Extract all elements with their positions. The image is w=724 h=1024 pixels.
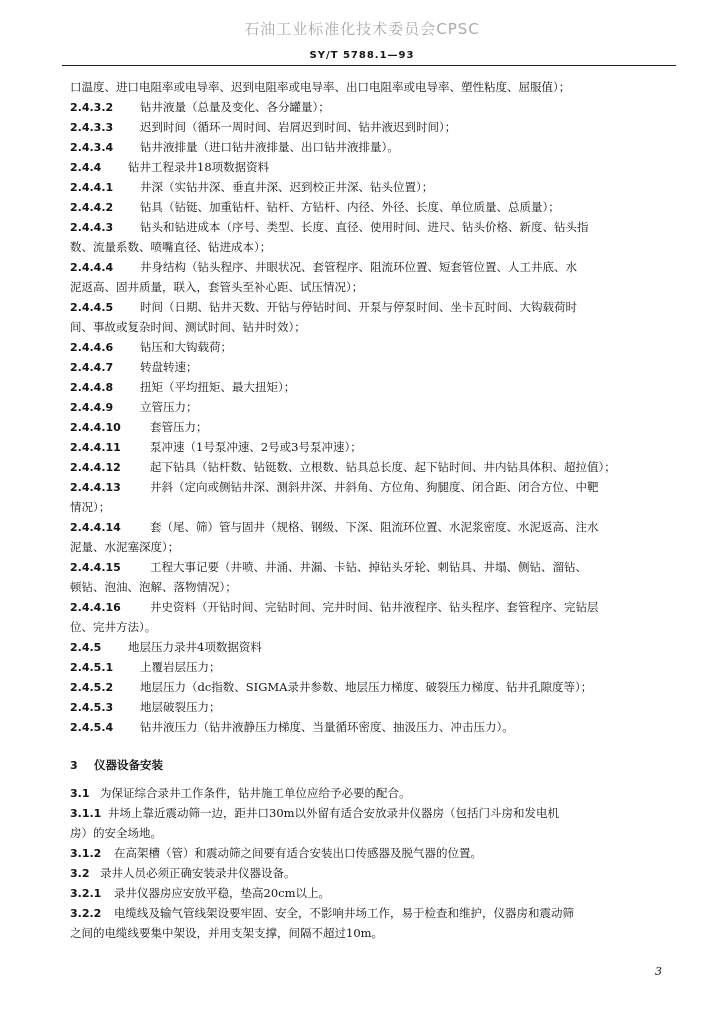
- text-line: 顿钻、泡油、泡解、落物情况）；: [70, 580, 237, 594]
- clause-number: 2.4.4.14: [70, 521, 121, 534]
- clause-number: 2.4.4.6: [70, 341, 114, 354]
- clause-2-4-4-4: [70, 257, 680, 277]
- clause-number: 2.4.4.3: [70, 221, 114, 234]
- clause-text: 时间（日期、钻井天数、开钻与停钻时间、开泵与停泵时间、坐卡瓦时间、大钩载荷时: [140, 300, 577, 314]
- clause-text: 迟到时间（循环一周时间、岩屑迟到时间、钻井液迟到时间）；: [140, 120, 457, 134]
- clause-2-4-3-2: [70, 97, 680, 117]
- clause-2-4-4-3: [70, 217, 680, 237]
- clause-2-4-4: [70, 157, 680, 177]
- clause-number: 3.2.2: [70, 907, 102, 920]
- document-body: [70, 77, 680, 943]
- header-divider: [62, 65, 676, 66]
- clause-text: 为保证综合录井工作条件，钻井施工单位应给予必要的配合。: [100, 786, 411, 800]
- section-heading-3: [70, 755, 680, 775]
- clause-number: 2.4.5.4: [70, 721, 114, 734]
- clause-text: 钻头和钻进成本（序号、类型、长度、直径、使用时间、进尺、钻头价格、新度、钻头指: [140, 220, 589, 234]
- clause-3-1-1: [70, 803, 680, 823]
- clause-2-4-4-8: [70, 377, 680, 397]
- clause-2-4-4-10: [70, 417, 680, 437]
- text-line: 之间的电缆线要集中架设，并用支架支撑，间隔不超过10m。: [70, 926, 384, 940]
- clause-2-4-4-14: [70, 517, 680, 537]
- clause-text: 钻压和大钩载荷；: [140, 340, 232, 354]
- clause-number: 2.4.4.11: [70, 441, 121, 454]
- clause-3-2-2: [70, 903, 680, 923]
- clause-2-4-4-1: [70, 177, 680, 197]
- clause-2-4-3-3: [70, 117, 680, 137]
- clause-2-4-4-6: [70, 337, 680, 357]
- page-number: 3: [655, 965, 662, 978]
- section-gap: [70, 775, 680, 783]
- clause-3-1-2: [70, 843, 680, 863]
- clause-text: 录井人员必须正确安装录井仪器设备。: [100, 866, 296, 880]
- clause-2-4-4-2: [70, 197, 680, 217]
- clause-text: 井斜（定向或侧钻井深、测斜井深、井斜角、方位角、狗腿度、闭合距、闭合方位、中靶: [150, 480, 599, 494]
- clause-text: 地层压力录井4项数据资料: [128, 640, 262, 654]
- clause-number: 2.4.5.1: [70, 661, 114, 674]
- clause-text: 在高架槽（管）和震动筛之间要有适合安装出口传感器及脱气器的位置。: [114, 846, 482, 860]
- text-line: 泥量、水泥塞深度）；: [70, 540, 180, 554]
- clause-number: 2.4.3.2: [70, 101, 114, 114]
- clause-2-4-4-9: [70, 397, 680, 417]
- clause-2-4-5-2: [70, 677, 680, 697]
- clause-text: 钻井液量（总量及变化、各分罐量）；: [140, 100, 330, 114]
- text-line: 情况）；: [70, 500, 111, 514]
- clause-number: 2.4.4.2: [70, 201, 114, 214]
- clause-text: 上覆岩层压力；: [140, 660, 221, 674]
- clause-number: 2.4.4.9: [70, 401, 114, 414]
- clause-number: 2.4.4.8: [70, 381, 114, 394]
- clause-2-4-4-16: [70, 597, 680, 617]
- section-number: 3: [70, 759, 78, 772]
- clause-2-4-5-3: [70, 697, 680, 717]
- clause-text: 地层破裂压力；: [140, 700, 221, 714]
- clause-2-4-4-15: [70, 557, 680, 577]
- clause-3-2: [70, 863, 680, 883]
- clause-number: 2.4.4.15: [70, 561, 121, 574]
- clause-2-4-5-1: [70, 657, 680, 677]
- clause-text: 井深（实钻井深、垂直井深、迟到校正井深、钻头位置）；: [140, 180, 434, 194]
- clause-2-4-4-13: [70, 477, 680, 497]
- clause-number: 2.4.4.4: [70, 261, 114, 274]
- clause-text: 泵冲速（1号泵冲速、2号或3号泵冲速）；: [150, 440, 362, 454]
- clause-number: 2.4.4: [70, 161, 102, 174]
- clause-2-4-4-5: [70, 297, 680, 317]
- clause-number: 2.4.4.12: [70, 461, 121, 474]
- clause-text: 钻具（钻铤、加重钻杆、钻杆、方钻杆、内径、外径、长度、单位质量、总质量）；: [140, 200, 560, 214]
- section-title: 仪器设备安装: [94, 758, 163, 772]
- clause-text: 井身结构（钻头程序、井眼状况、套管程序、阻流环位置、短套管位置、人工井底、水: [140, 260, 577, 274]
- clause-2-4-5-4: [70, 717, 680, 737]
- clause-text: 扭矩（平均扭矩、最大扭矩）；: [140, 380, 296, 394]
- clause-text: 工程大事记要（井喷、井涌、井漏、卡钻、掉钻头牙轮、刺钻具、井塌、侧钻、溜钻、: [150, 560, 587, 574]
- clause-text: 套管压力；: [150, 420, 208, 434]
- clause-2-4-4-11: [70, 437, 680, 457]
- clause-number: 3.1.2: [70, 847, 102, 860]
- clause-text: 钻井液排量（进口钻井液排量、出口钻井液排量）。: [140, 140, 399, 154]
- clause-number: 3.1: [70, 787, 90, 800]
- clause-text: 起下钻具（钻杆数、钻铤数、立根数、钻具总长度、起下钻时间、井内钻具体积、超拉值）；: [150, 460, 616, 474]
- clause-number: 2.4.4.10: [70, 421, 121, 434]
- text-line: 口温度、进口电阻率或电导率、迟到电阻率或电导率、出口电阻率或电导率、塑性粘度、屈服值）；: [70, 80, 571, 94]
- text-line: 房）的安全场地。: [70, 826, 162, 840]
- text-line: 位、完井方法）。: [70, 620, 157, 634]
- section-gap: [70, 737, 680, 745]
- text-line: 泥返高、固井质量，联入，套管头至补心距、试压情况）；: [70, 280, 364, 294]
- clause-number: 3.2: [70, 867, 90, 880]
- clause-number: 2.4.5: [70, 641, 102, 654]
- clause-number: 3.2.1: [70, 887, 102, 900]
- clause-3-2-1: [70, 883, 680, 903]
- clause-2-4-5: [70, 637, 680, 657]
- clause-number: 2.4.3.3: [70, 121, 114, 134]
- clause-number: 2.4.4.13: [70, 481, 121, 494]
- text-line: 间、事故或复杂时间、测试时间、钻井时效）；: [70, 320, 306, 334]
- clause-2-4-4-7: [70, 357, 680, 377]
- clause-3-1: [70, 783, 680, 803]
- clause-number: 2.4.4.16: [70, 601, 121, 614]
- clause-text: 转盘转速；: [140, 360, 198, 374]
- clause-number: 3.1.1: [70, 807, 102, 820]
- clause-text: 录井仪器房应安放平稳，垫高20cm以上。: [114, 886, 330, 900]
- clause-text: 井场上靠近震动筛一边，距井口30m以外留有适合安放录井仪器房（包括门斗房和发电机: [108, 806, 560, 820]
- clause-text: 电缆线及输气管线架设要牢固、安全，不影响井场工作，易于检查和维护，仪器房和震动筛: [114, 906, 574, 920]
- clause-number: 2.4.4.1: [70, 181, 114, 194]
- standard-code: SY/T 5788.1—93: [309, 50, 415, 61]
- clause-number: 2.4.4.7: [70, 361, 114, 374]
- clause-2-4-4-12: [70, 457, 680, 477]
- clause-number: 2.4.5.2: [70, 681, 114, 694]
- clause-number: 2.4.4.5: [70, 301, 114, 314]
- text-line: 数、流量系数、喷嘴直径、钻进成本）；: [70, 240, 272, 254]
- clause-text: 立管压力；: [140, 400, 198, 414]
- clause-text: 钻井液压力（钻井液静压力梯度、当量循环密度、抽汲压力、冲击压力）。: [140, 720, 514, 734]
- clause-2-4-3-4: [70, 137, 680, 157]
- clause-number: 2.4.3.4: [70, 141, 114, 154]
- clause-text: 地层压力（dc指数、SIGMA录井参数、地层压力梯度、破裂压力梯度、钻井孔隙度等）；: [140, 680, 593, 694]
- clause-text: 井史资料（开钻时间、完钻时间、完井时间、钻井液程序、钻头程序、套管程序、完钻层: [150, 600, 599, 614]
- clause-number: 2.4.5.3: [70, 701, 114, 714]
- clause-text: 套（尾、筛）管与固井（规格、钢级、下深、阻流环位置、水泥浆密度、水泥返高、注水: [150, 520, 599, 534]
- committee-watermark: 石油工业标准化技术委员会CPSC: [244, 20, 480, 38]
- clause-text: 钻井工程录井18项数据资料: [128, 160, 270, 174]
